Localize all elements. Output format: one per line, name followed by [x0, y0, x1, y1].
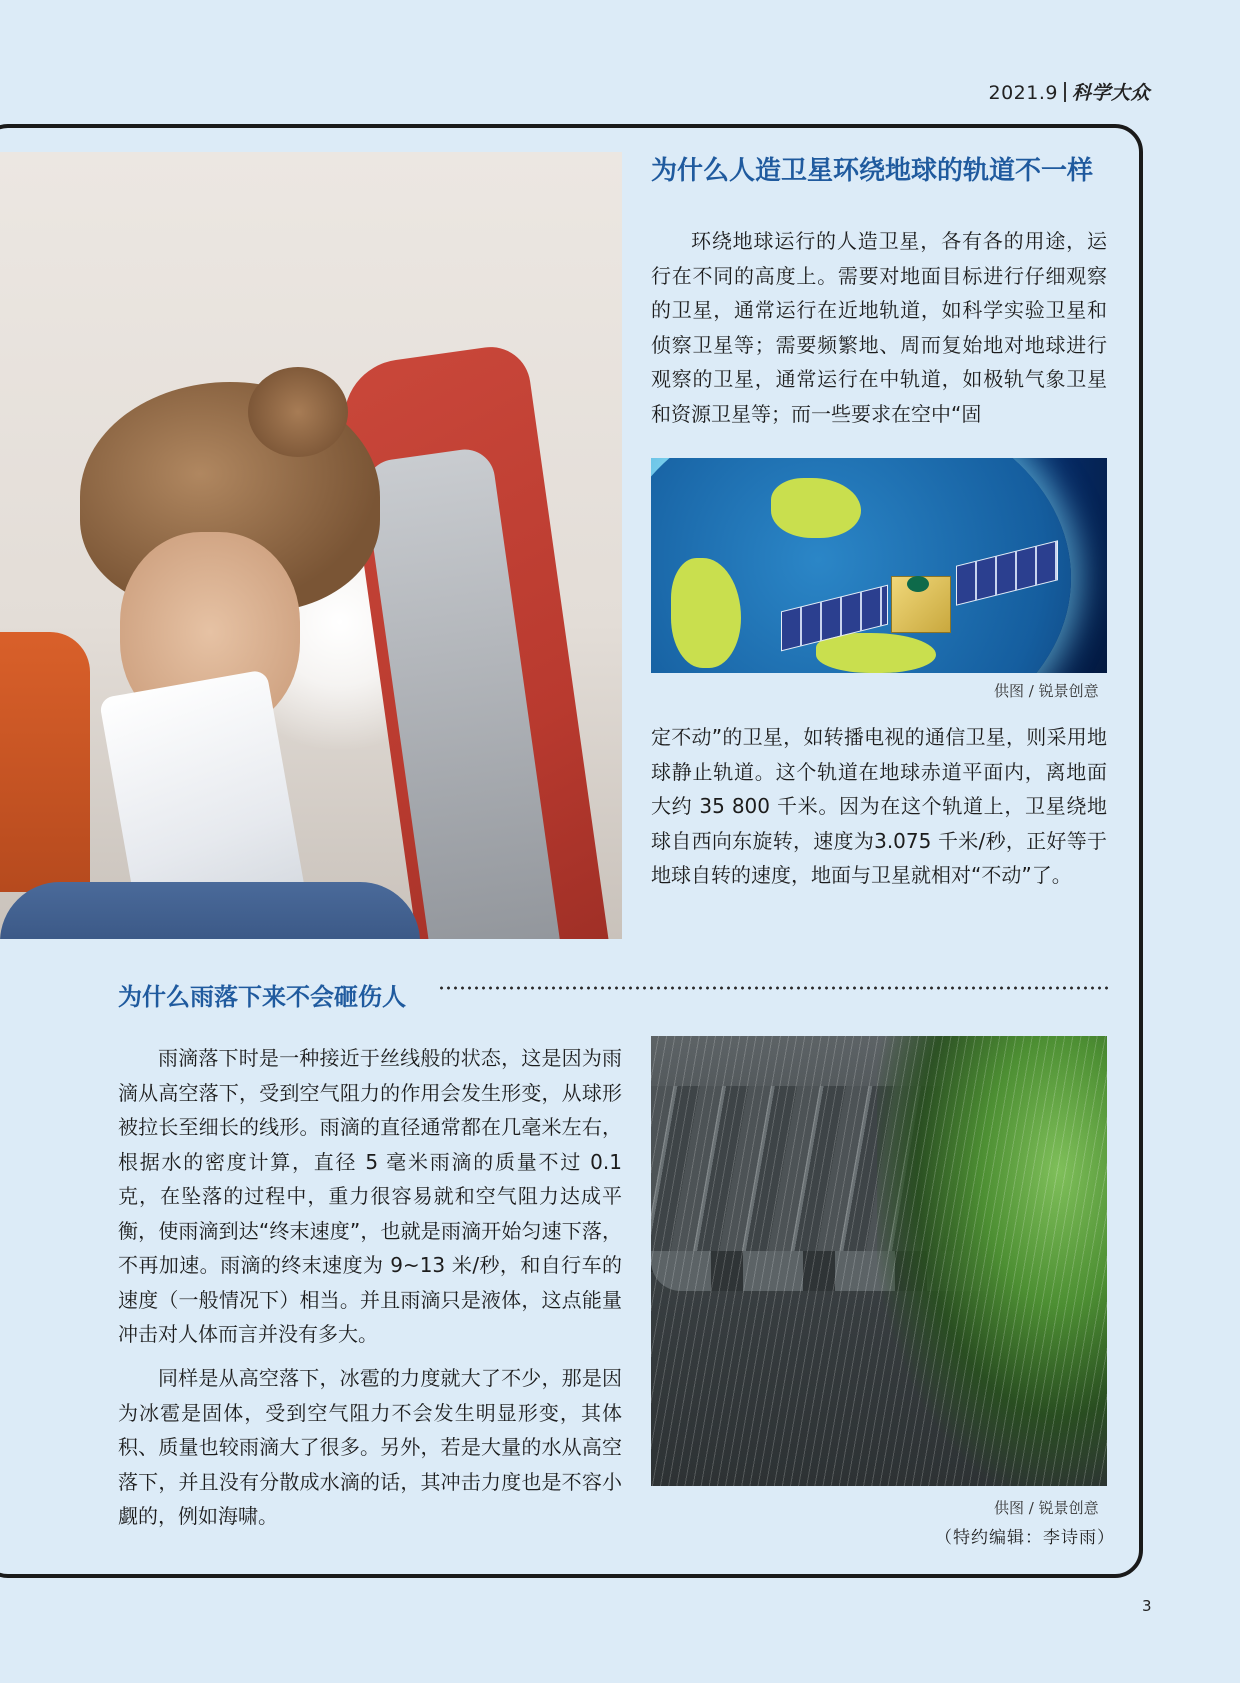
- article2-title: 为什么雨落下来不会砸伤人: [118, 983, 406, 1011]
- page-header: [989, 78, 1151, 105]
- issue-date: 2021.9: [988, 82, 1058, 104]
- article1-image-credit: 供图 / 锐景创意: [994, 682, 1099, 700]
- magazine-name: 科学大众: [1071, 82, 1150, 104]
- article1-title: 为什么人造卫星环绕地球的轨道不一样: [651, 156, 1094, 186]
- satellite-orbit-image: [651, 458, 1107, 673]
- header-divider: [1064, 82, 1066, 102]
- article2-paragraph-2: 同样是从高空落下，冰雹的力度就大了不少，那是因为冰雹是固体，受到空气阻力不会发生明显形变，其体积、质量也较雨滴大了很多。另外，若是大量的水从高空落下，并且没有分散成水滴的话，其冲击力度也是不容小觑的，例如海啸。: [118, 1366, 622, 1528]
- rain-on-roof-image: [651, 1036, 1107, 1486]
- article2-paragraph-1: 雨滴落下时是一种接近于丝线般的状态，这是因为雨滴从高空落下，受到空气阻力的作用会发生形变，从球形被拉长至细长的线形。雨滴的直径通常都在几毫米左右，根据水的密度计算，直径 5 毫米雨滴的质量不过 0.1 克，在坠落的过程中，重力很容易就和空气阻力达成平衡，使雨滴到达“终末速度”，也就是雨滴开始匀速下落，不再加速。雨滴的终末速度为 9~13 米/秒，和自行车的速度（一般情况下）相当。并且雨滴只是液体，这点能量冲击对人体而言并没有多大。: [118, 1046, 622, 1346]
- article2-image-credit: 供图 / 锐景创意: [994, 1499, 1099, 1517]
- airplane-passenger-photo: [0, 152, 622, 939]
- article1-paragraph-1: 环绕地球运行的人造卫星，各有各的用途，运行在不同的高度上。需要对地面目标进行仔细观察的卫星，通常运行在近地轨道，如科学实验卫星和侦察卫星等；需要频繁地、周而复始地对地球进行观察的卫星，通常运行在中轨道，如极轨气象卫星和资源卫星等；而一些要求在空中“固: [651, 229, 1107, 426]
- article1-paragraph-2: 定不动”的卫星，如转播电视的通信卫星，则采用地球静止轨道。这个轨道在地球赤道平面内，离地面大约 35 800 千米。因为在这个轨道上，卫星绕地球自西向东旋转，速度为3.075 千米/秒，正好等于地球自转的速度，地面与卫星就相对“不动”了。: [651, 725, 1107, 887]
- editor-credit: （特约编辑：李诗雨）: [935, 1528, 1115, 1548]
- page-number: 3: [1142, 1597, 1152, 1615]
- title-dotted-rule: [438, 986, 1108, 990]
